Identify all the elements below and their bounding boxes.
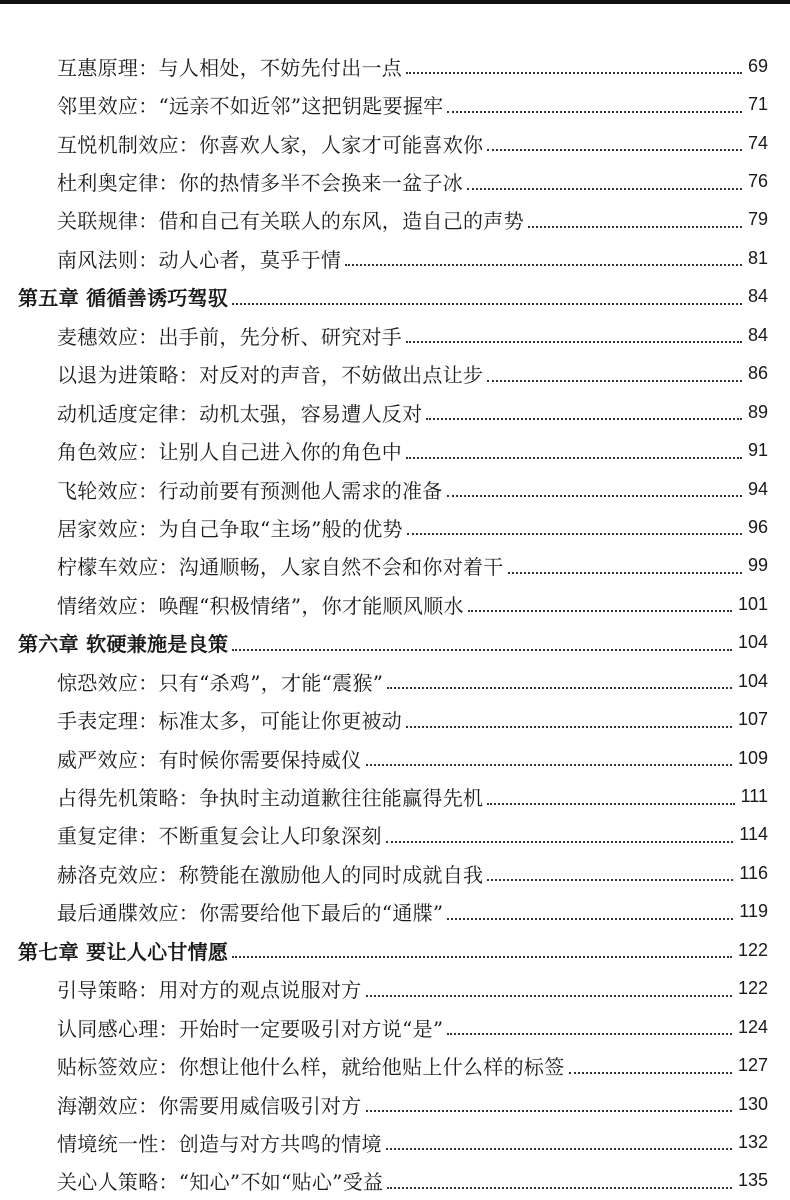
dot-leader [528, 226, 742, 228]
toc-entry-title: 认同感心理：开始时一定要吸引对方说“是” [57, 1016, 444, 1041]
toc-page-number: 89 [747, 401, 768, 422]
toc-entry-title: 引导策略：用对方的观点说服对方 [57, 978, 362, 1003]
toc-entry-title: 威严效应：有时候你需要保持威仪 [57, 747, 362, 772]
toc-page-number: 74 [747, 132, 768, 153]
dot-leader [569, 1072, 732, 1074]
toc-entry-title: 关心人策略：“知心”不如“贴心”受益 [57, 1170, 384, 1195]
toc-entry-title: 以退为进策略：对反对的声音，不妨做出点让步 [57, 363, 484, 388]
toc-page-number: 104 [737, 670, 768, 691]
toc-entry-title: 关联规律：借和自己有关联人的东风，造自己的声势 [57, 209, 524, 234]
toc-page-number: 86 [747, 363, 768, 384]
dot-leader [406, 457, 742, 459]
dot-leader [426, 418, 742, 420]
toc-entry-title: 飞轮效应：行动前要有预测他人需求的准备 [57, 478, 443, 503]
toc-entry[interactable] [0, 355, 790, 393]
toc-entry-title: 互悦机制效应：你喜欢人家，人家才可能喜欢你 [57, 132, 484, 157]
dot-leader [232, 956, 732, 958]
toc-entry[interactable] [0, 470, 790, 508]
dot-leader [447, 495, 742, 497]
dot-leader [467, 188, 742, 190]
toc-entry-title: 情境统一性：创造与对方共鸣的情境 [57, 1131, 382, 1156]
toc-page-number: 84 [747, 286, 768, 307]
dot-leader [487, 803, 734, 805]
toc-entry-title: 最后通牒效应：你需要给他下最后的“通牒” [57, 901, 444, 926]
dot-leader [406, 72, 742, 74]
dot-leader [386, 1148, 732, 1150]
dot-leader [508, 572, 742, 574]
toc-entry[interactable] [0, 1162, 790, 1200]
toc-entry-title: 互惠原理：与人相处，不妨先付出一点 [57, 55, 403, 80]
toc-page-number: 69 [747, 55, 768, 76]
toc-entry[interactable] [0, 893, 790, 931]
toc-page-number: 71 [747, 94, 768, 115]
toc-page-number: 111 [740, 786, 768, 807]
toc-chapter-heading[interactable] [0, 278, 790, 316]
toc-entry-title: 角色效应：让别人自己进入你的角色中 [57, 440, 403, 465]
toc-page-number: 124 [737, 1016, 768, 1037]
toc-entry-title: 动机适度定律：动机太强，容易遭人反对 [57, 401, 423, 426]
dot-leader [232, 649, 732, 651]
toc-entry[interactable] [0, 85, 790, 123]
toc-entry[interactable] [0, 162, 790, 200]
dot-leader [487, 149, 742, 151]
toc-page-number: 119 [739, 901, 768, 922]
dot-leader [487, 380, 742, 382]
toc-page-number: 122 [737, 939, 768, 960]
toc-page-number: 81 [747, 247, 768, 268]
toc-entry-title: 赫洛克效应：称赞能在激励他人的同时成就自我 [57, 862, 484, 887]
toc-entry[interactable] [0, 316, 790, 354]
toc-entry[interactable] [0, 970, 790, 1008]
dot-leader [406, 341, 742, 343]
toc-page-number: 109 [737, 747, 768, 768]
toc-chapter-heading[interactable] [0, 624, 790, 662]
toc-entry-title: 邻里效应：“远亲不如近邻”这把钥匙要握牢 [57, 94, 444, 119]
toc-page-number: 101 [737, 593, 768, 614]
toc-entry-title: 第五章 循循善诱巧驾驭 [18, 286, 229, 311]
toc-page-number: 104 [737, 632, 768, 653]
toc-page-number: 96 [747, 516, 768, 537]
toc-page-number: 130 [737, 1093, 768, 1114]
toc-entry[interactable] [0, 739, 790, 777]
toc-page-number: 135 [737, 1170, 768, 1191]
dot-leader [386, 841, 733, 843]
toc-page-number: 76 [747, 171, 768, 192]
toc-entry[interactable] [0, 201, 790, 239]
toc-entry[interactable] [0, 777, 790, 815]
toc-entry-title: 杜利奥定律：你的热情多半不会换来一盆子冰 [57, 171, 463, 196]
toc-entry[interactable] [0, 1046, 790, 1084]
dot-leader [447, 1033, 732, 1035]
toc-entry[interactable] [0, 1008, 790, 1046]
toc-entry-title: 惊恐效应：只有“杀鸡”，才能“震猴” [57, 670, 384, 695]
top-border-rule [0, 0, 790, 4]
toc-entry-title: 麦穗效应：出手前，先分析、研究对手 [57, 324, 403, 349]
toc-entry[interactable] [0, 47, 790, 85]
toc-entry-title: 重复定律：不断重复会让人印象深刻 [57, 824, 382, 849]
toc-page-number: 94 [747, 478, 768, 499]
toc-entry[interactable] [0, 239, 790, 277]
toc-page-number: 107 [737, 709, 768, 730]
toc-entry[interactable] [0, 431, 790, 469]
toc-entry[interactable] [0, 816, 790, 854]
toc-entry-title: 柠檬车效应：沟通顺畅，人家自然不会和你对着干 [57, 555, 504, 580]
dot-leader [468, 610, 732, 612]
toc-entry-title: 第六章 软硬兼施是良策 [18, 632, 229, 657]
toc-entry[interactable] [0, 124, 790, 162]
dot-leader [345, 264, 742, 266]
dot-leader [366, 1110, 732, 1112]
toc-entry[interactable] [0, 547, 790, 585]
dot-leader [447, 918, 733, 920]
toc-entry[interactable] [0, 508, 790, 546]
toc-entry-title: 第七章 要让人心甘情愿 [18, 939, 229, 964]
toc-entry-title: 情绪效应：唤醒“积极情绪”，你才能顺风顺水 [57, 593, 464, 618]
toc-entry[interactable] [0, 1085, 790, 1123]
toc-chapter-heading[interactable] [0, 931, 790, 969]
toc-entry[interactable] [0, 854, 790, 892]
toc-entry-title: 贴标签效应：你想让他什么样，就给他贴上什么样的标签 [57, 1055, 565, 1080]
toc-page-number: 114 [739, 824, 768, 845]
dot-leader [366, 995, 732, 997]
toc-entry-title: 手表定理：标准太多，可能让你更被动 [57, 709, 403, 734]
toc-entry-title: 南风法则：动人心者，莫乎于情 [57, 247, 342, 272]
toc-page-number: 84 [747, 324, 768, 345]
table-of-contents [0, 47, 790, 1200]
toc-entry[interactable] [0, 1123, 790, 1161]
dot-leader [447, 111, 742, 113]
toc-page-number: 122 [737, 978, 768, 999]
toc-page-number: 116 [739, 862, 768, 883]
toc-page-number: 127 [737, 1055, 768, 1076]
dot-leader [366, 764, 732, 766]
toc-entry-title: 占得先机策略：争执时主动道歉往往能赢得先机 [57, 786, 484, 811]
dot-leader [406, 726, 732, 728]
toc-entry[interactable] [0, 700, 790, 738]
toc-entry-title: 居家效应：为自己争取“主场”般的优势 [57, 516, 403, 541]
toc-entry[interactable] [0, 393, 790, 431]
toc-entry-title: 海潮效应：你需要用威信吸引对方 [57, 1093, 362, 1118]
dot-leader [387, 1187, 732, 1189]
toc-page-number: 99 [747, 555, 768, 576]
toc-entry[interactable] [0, 585, 790, 623]
toc-page-number: 79 [747, 209, 768, 230]
dot-leader [232, 303, 742, 305]
dot-leader [407, 533, 742, 535]
dot-leader [387, 687, 732, 689]
toc-entry[interactable] [0, 662, 790, 700]
dot-leader [487, 879, 733, 881]
toc-page-number: 132 [737, 1131, 768, 1152]
toc-page-number: 91 [747, 440, 768, 461]
